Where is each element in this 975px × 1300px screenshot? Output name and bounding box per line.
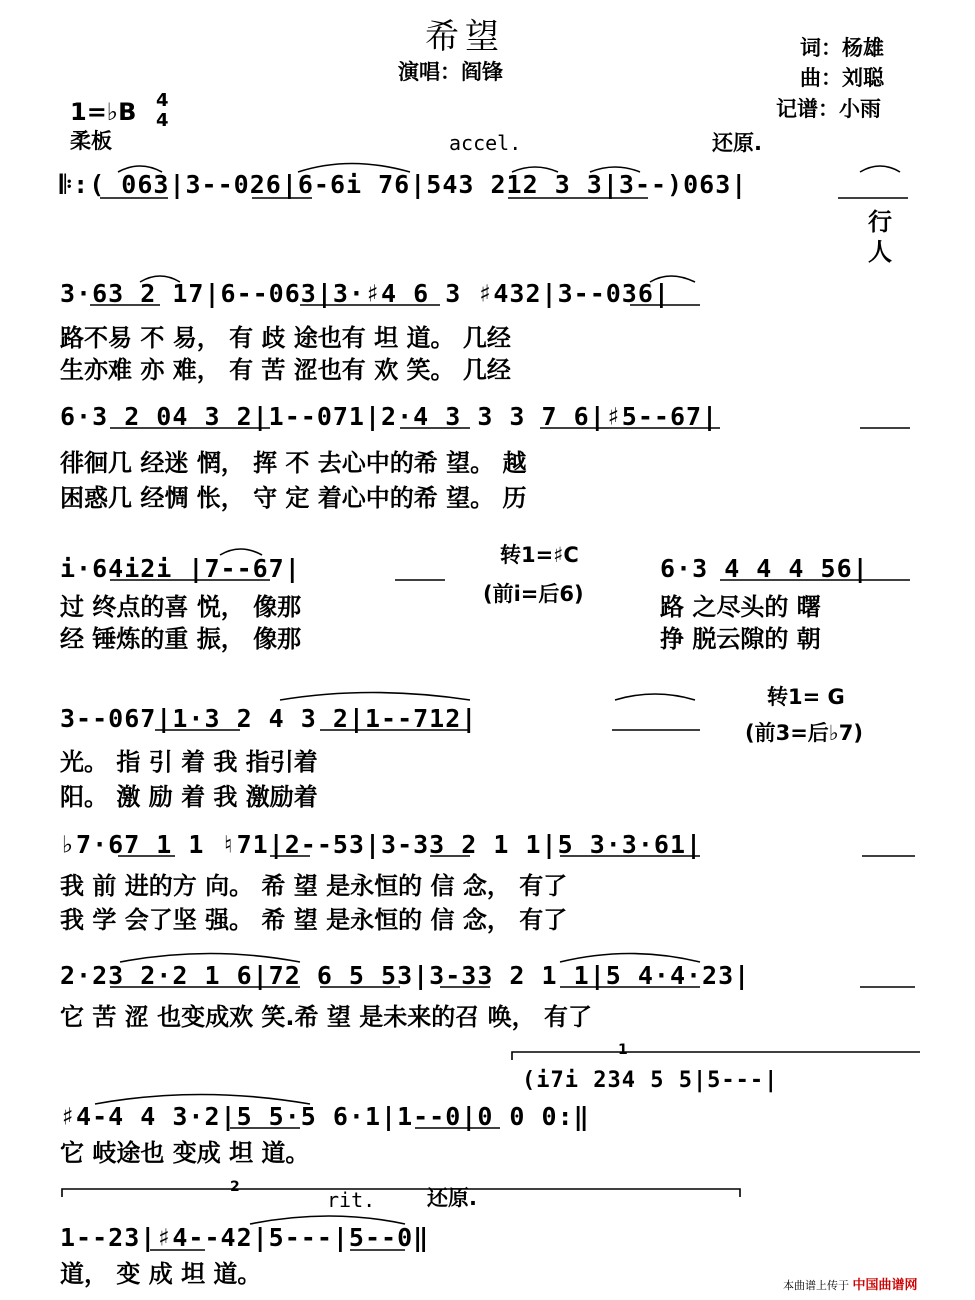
slur-mark bbox=[615, 694, 695, 700]
row-4b-lyric-2: 挣 脱云隙的 朝 bbox=[660, 625, 821, 653]
staff-row-6-notes: ♭7·67 1 1 ♮71|2--53|3-33 2 1 1|5 3·3·61| bbox=[60, 830, 703, 859]
row-5-lyric-1: 光。 指 引 着 我 指引着 bbox=[60, 748, 318, 776]
row-4-lyric-1: 过 终点的喜 悦， 像那 bbox=[60, 593, 302, 621]
slur-mark bbox=[140, 276, 180, 282]
slur-mark bbox=[590, 167, 640, 172]
slur-mark bbox=[298, 164, 410, 173]
key-change-c-sharp-note: (前i=后6) bbox=[483, 582, 584, 606]
row-3-lyric-1: 徘徊几 经迷 惘， 挥 不 去心中的希 望。 越 bbox=[60, 449, 527, 477]
time-signature-bottom: 4 bbox=[156, 110, 169, 131]
lyricist-credit: 词：杨雄 bbox=[800, 36, 884, 60]
accel-marking: accel. bbox=[449, 131, 522, 155]
slur-mark bbox=[250, 1216, 405, 1224]
staff-row-4b-notes: 6·3 4 4 4 56| bbox=[660, 554, 869, 583]
row-1-lyric-1: 行 bbox=[868, 208, 892, 236]
staff-row-5-notes: 3--067|1·3 2 4 3 2|1--712| bbox=[60, 704, 478, 733]
row-4-lyric-2: 经 锤炼的重 振， 像那 bbox=[60, 625, 302, 653]
restore-marking: 还原. bbox=[712, 131, 762, 155]
song-title: 希望 bbox=[425, 17, 505, 57]
staff-row-7-notes: 2·23 2·2 1 6|72 6 5 53|3-33 2 1 1|5 4·4·23| bbox=[60, 961, 751, 990]
key-change-g: 转1= G bbox=[767, 685, 845, 709]
slur-mark bbox=[118, 166, 162, 172]
row-5-lyric-2: 阳。 激 励 着 我 激励着 bbox=[60, 783, 318, 811]
slur-mark bbox=[560, 954, 700, 963]
tempo-marking: 柔板 bbox=[70, 129, 112, 153]
row-7-lyric-1: 它 苦 涩 也变成欢 笑.希 望 是未来的召 唤， 有了 bbox=[60, 1003, 592, 1031]
row-6-lyric-2: 我 学 会了坚 强。 希 望 是永恒的 信 念， 有了 bbox=[60, 906, 568, 934]
slur-mark bbox=[120, 954, 300, 963]
staff-row-3-notes: 6·3 2 04 3 2|1--071|2·4 3 3 3 7 6|♯5--67| bbox=[60, 402, 719, 431]
singer-credit: 演唱：阎锋 bbox=[398, 60, 503, 84]
slur-mark bbox=[512, 167, 558, 172]
rit-marking: rit. bbox=[327, 1188, 376, 1212]
staff-row-4-notes: i·64i2i |7--67| bbox=[60, 554, 301, 583]
staff-row-2-notes: 3·63 2 17|6--063|3·♯4 6 3 ♯432|3--036| bbox=[60, 279, 670, 308]
volta-1-number: 1 bbox=[618, 1042, 628, 1058]
watermark-site-logo: 中国曲谱网 bbox=[852, 1278, 918, 1293]
slur-mark bbox=[860, 166, 900, 172]
slur-mark bbox=[650, 276, 695, 282]
staff-row-8-notes: ♯4-4 4 3·2|5 5·5 6·1|1--0|0 0 0:‖ bbox=[60, 1102, 590, 1131]
row-8-lyric-1: 它 岐途也 变成 坦 道。 bbox=[60, 1139, 310, 1167]
ending-1-alt-notes: (i7i 234 5 5|5---| bbox=[522, 1068, 779, 1093]
transcriber-credit: 记谱：小雨 bbox=[776, 97, 881, 121]
staff-row-1-notes: 𝄆:( 063|3--026|6-6i 76|543 212 3 3|3--)063| bbox=[60, 170, 748, 199]
slur-mark bbox=[95, 1095, 310, 1105]
row-2-lyric-1: 路不易 不 易， 有 歧 途也有 坦 道。 几经 bbox=[60, 324, 511, 352]
row-1-lyric-2: 人 bbox=[868, 238, 892, 266]
row-4b-lyric-1: 路 之尽头的 曙 bbox=[660, 593, 821, 621]
restore-marking-2: 还原. bbox=[427, 1186, 477, 1210]
key-change-c-sharp: 转1=♯C bbox=[500, 543, 579, 567]
volta-bracket-2 bbox=[62, 1189, 740, 1197]
row-3-lyric-2: 困惑几 经惆 怅， 守 定 着心中的希 望。 历 bbox=[60, 484, 527, 512]
volta-2-number: 2 bbox=[230, 1179, 240, 1195]
time-signature-top: 4 bbox=[156, 90, 169, 111]
staff-row-9-notes: 1--23|♯4--42|5---|5--0‖ bbox=[60, 1223, 430, 1252]
key-change-g-note: (前3=后♭7) bbox=[745, 721, 863, 745]
key-signature: 1=♭B bbox=[70, 98, 137, 126]
row-6-lyric-1: 我 前 进的方 向。 希 望 是永恒的 信 念， 有了 bbox=[60, 872, 568, 900]
slur-mark bbox=[280, 693, 470, 701]
volta-bracket-1 bbox=[512, 1052, 920, 1060]
row-2-lyric-2: 生亦难 亦 难， 有 苦 涩也有 欢 笑。 几经 bbox=[60, 356, 511, 384]
row-9-lyric-1: 道， 变 成 坦 道。 bbox=[60, 1260, 262, 1288]
composer-credit: 曲：刘聪 bbox=[800, 66, 884, 90]
slur-mark bbox=[220, 549, 262, 555]
watermark-text: 本曲谱上传于 bbox=[783, 1279, 849, 1292]
